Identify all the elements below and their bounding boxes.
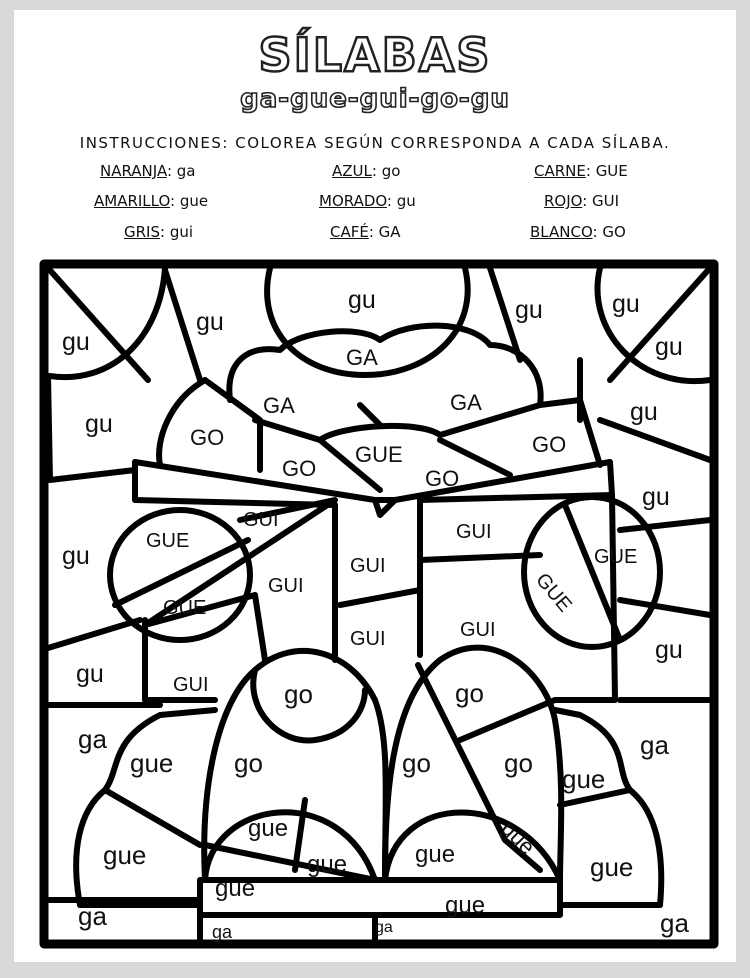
color-key-name: CAFÉ bbox=[330, 223, 369, 241]
region-label: GO bbox=[532, 432, 567, 457]
region-label: gu bbox=[630, 398, 658, 426]
divider-line bbox=[50, 470, 135, 480]
region-label: GUE bbox=[531, 569, 576, 617]
color-key-name: GRIS bbox=[124, 223, 160, 241]
region-label: go bbox=[455, 678, 484, 708]
divider-line bbox=[255, 595, 265, 660]
region-label: GUE bbox=[594, 546, 638, 568]
region-label: gu bbox=[76, 660, 104, 688]
region-label: go bbox=[234, 748, 263, 778]
color-key-entry: NARANJA: ga bbox=[100, 162, 196, 180]
region-label: GA bbox=[450, 390, 482, 415]
region-label: GUI bbox=[268, 575, 304, 597]
region-label: gue bbox=[445, 892, 486, 919]
region-label: gu bbox=[85, 410, 113, 438]
divider-line bbox=[165, 270, 200, 380]
region-labels bbox=[62, 286, 689, 942]
bell-bottom bbox=[205, 812, 375, 880]
region-label: gu bbox=[642, 483, 670, 511]
color-key-entry: AZUL: go bbox=[332, 162, 401, 180]
color-key-syllable: gui bbox=[169, 223, 194, 241]
region-label: gue bbox=[130, 748, 174, 778]
region-label: gu bbox=[515, 296, 543, 324]
region-label: gu bbox=[655, 333, 683, 361]
color-key-entry: CARNE: GUE bbox=[534, 162, 628, 180]
color-key-syllable: go bbox=[381, 162, 401, 180]
color-key-entry: CAFÉ: GA bbox=[330, 223, 401, 241]
region-label: GUE bbox=[163, 597, 207, 619]
region-label: GO bbox=[282, 456, 317, 481]
region-label: GUE bbox=[355, 442, 403, 467]
region-label: go bbox=[284, 679, 313, 709]
region-label: gue bbox=[103, 840, 147, 870]
region-label: GUI bbox=[456, 521, 492, 543]
divider-line bbox=[620, 520, 710, 530]
color-key-name: ROJO bbox=[544, 192, 583, 210]
divider-line bbox=[105, 790, 200, 845]
color-key-syllable: GA bbox=[378, 223, 401, 241]
region-label: gu bbox=[62, 328, 90, 356]
divider-line bbox=[48, 620, 140, 648]
region-label: gue bbox=[307, 851, 348, 878]
region-label: ga bbox=[78, 724, 107, 754]
color-key-name: NARANJA bbox=[100, 162, 167, 180]
region-label: gue bbox=[215, 875, 256, 902]
region-label: go bbox=[402, 748, 431, 778]
region-label: ga bbox=[78, 901, 107, 931]
region-label: ga bbox=[660, 908, 689, 938]
bow-shape bbox=[320, 426, 440, 440]
region-label: gu bbox=[62, 542, 90, 570]
region-label: gu bbox=[612, 290, 640, 318]
color-key-name: MORADO bbox=[319, 192, 387, 210]
corner-shape bbox=[50, 268, 165, 377]
region-label: gu bbox=[348, 286, 376, 314]
region-label: GUI bbox=[350, 555, 386, 577]
color-key-syllable: GO bbox=[602, 223, 626, 241]
color-key-entry: MORADO: gu bbox=[319, 192, 416, 210]
worksheet-subtitle: ga-gue-gui-go-gu bbox=[240, 84, 510, 114]
color-key-syllable: GUI bbox=[592, 192, 620, 210]
region-label: GA bbox=[263, 393, 295, 418]
color-key-entry: AMARILLO: gue bbox=[94, 192, 209, 210]
region-label: GO bbox=[190, 425, 225, 450]
region-label: gue bbox=[562, 764, 606, 794]
color-key-syllable: gu bbox=[396, 192, 416, 210]
region-label: GA bbox=[346, 345, 378, 370]
color-key-name: BLANCO bbox=[530, 223, 593, 241]
divider-line bbox=[610, 268, 710, 380]
color-key-syllable: ga bbox=[176, 162, 196, 180]
region-label: ga bbox=[375, 919, 393, 936]
worksheet-title: SÍLABAS bbox=[258, 28, 492, 82]
divider-line bbox=[48, 268, 148, 380]
region-label: gue bbox=[248, 815, 289, 842]
color-key-syllable: gue bbox=[179, 192, 209, 210]
divider-line bbox=[620, 600, 710, 615]
region-label: GO bbox=[425, 466, 460, 491]
region-label: gu bbox=[196, 308, 224, 336]
region-label: GUI bbox=[243, 509, 279, 531]
region-label: ga bbox=[212, 922, 233, 942]
bow-shape bbox=[159, 380, 205, 465]
region-label: go bbox=[504, 748, 533, 778]
divider-line bbox=[340, 590, 420, 605]
color-key-entry: ROJO: GUI bbox=[544, 192, 620, 210]
color-key-syllable: GUE bbox=[595, 162, 628, 180]
divider-line bbox=[600, 420, 710, 460]
divider-line bbox=[360, 405, 380, 425]
divider-line bbox=[48, 376, 50, 480]
region-label: GUI bbox=[173, 674, 209, 696]
region-label: GUE bbox=[146, 530, 190, 552]
region-label: gu bbox=[655, 636, 683, 664]
region-label: gue bbox=[590, 852, 634, 882]
color-key-entry: GRIS: gui bbox=[124, 223, 194, 241]
color-key-entry: BLANCO: GO bbox=[530, 223, 626, 241]
color-key-name: AZUL bbox=[332, 162, 372, 180]
region-label: GUI bbox=[350, 628, 386, 650]
region-label: gue bbox=[496, 815, 541, 860]
color-key-name: CARNE bbox=[534, 162, 586, 180]
region-label: gue bbox=[415, 841, 456, 868]
color-key-name: AMARILLO bbox=[94, 192, 171, 210]
region-label: ga bbox=[640, 730, 669, 760]
instructions-text: INSTRUCCIONES: COLOREA SEGÚN CORRESPONDA A CADA SÍLABA. bbox=[79, 134, 671, 152]
region-label: GUI bbox=[460, 619, 496, 641]
